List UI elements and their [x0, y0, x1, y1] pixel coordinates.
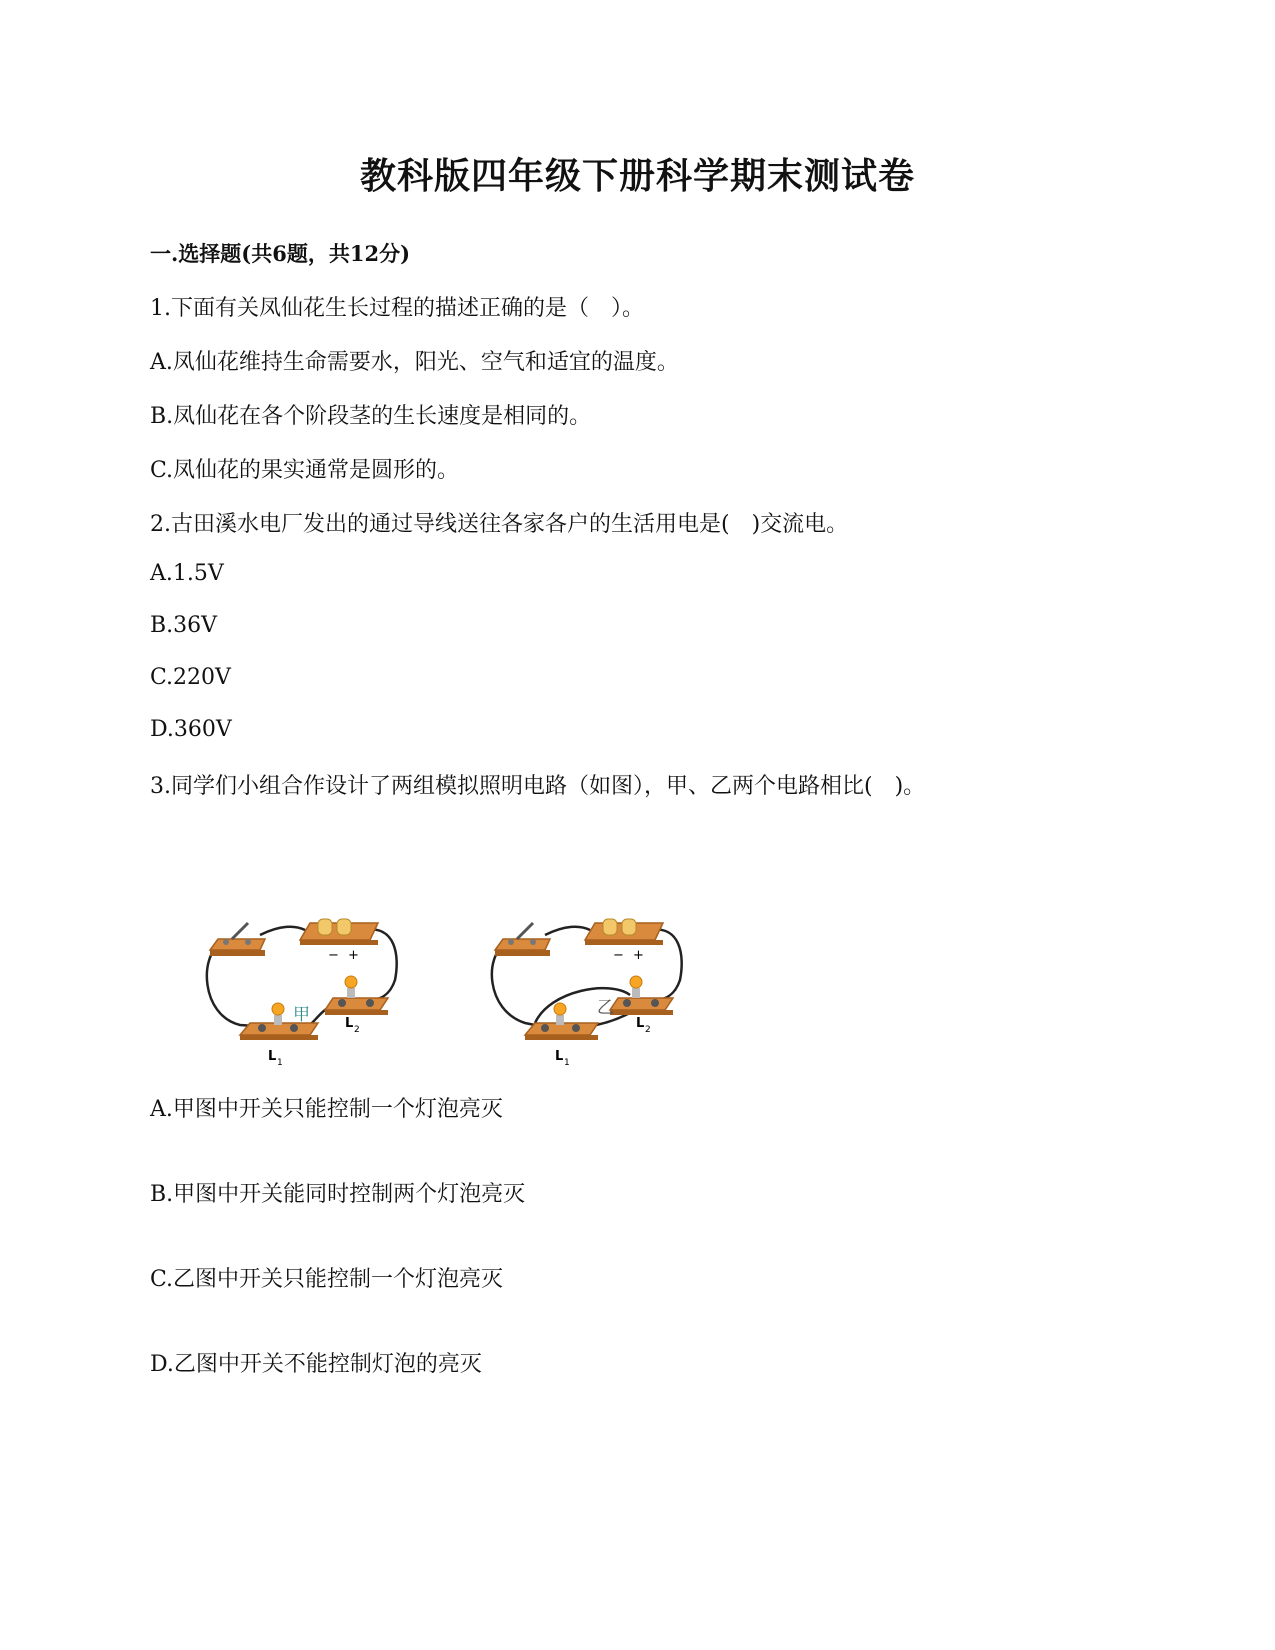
figure-caption-yi: 乙	[597, 998, 614, 1018]
yi-l1-label: L	[555, 1049, 564, 1064]
question-2-stem: 2.古田溪水电厂发出的通过导线送往各家各户的生活用电是( )交流电。	[150, 512, 849, 537]
jia-l1-subscript: 1	[277, 1058, 283, 1068]
question-3-option-c: C.乙图中开关只能控制一个灯泡亮灭	[150, 1267, 504, 1292]
question-2-option-b: B.36V	[150, 613, 218, 638]
jia-plus-label: +	[348, 948, 359, 963]
question-1-option-b: B.凤仙花在各个阶段茎的生长速度是相同的。	[150, 404, 592, 429]
section-heading: 一.选择题(共6题，共12分)	[150, 241, 411, 266]
figure-caption-jia: 甲	[293, 1005, 310, 1025]
circuit-yi	[492, 919, 682, 1040]
page-title: 教科版四年级下册科学期末测试卷	[359, 155, 915, 197]
question-1-option-c: C.凤仙花的果实通常是圆形的。	[150, 458, 460, 483]
yi-minus-label: −	[613, 948, 624, 963]
question-3-option-a: A.甲图中开关只能控制一个灯泡亮灭	[150, 1097, 503, 1122]
yi-plus-label: +	[633, 948, 644, 963]
question-2-option-c: C.220V	[150, 665, 231, 690]
question-3-option-b: B.甲图中开关能同时控制两个灯泡亮灭	[150, 1182, 526, 1207]
question-2-option-a: A.1.5V	[150, 561, 224, 586]
jia-l2-label: L	[345, 1016, 354, 1031]
yi-l2-label: L	[636, 1016, 645, 1031]
jia-l1-label: L	[268, 1049, 277, 1064]
question-3-option-d: D.乙图中开关不能控制灯泡的亮灭	[150, 1352, 482, 1377]
jia-minus-label: −	[328, 948, 339, 963]
question-2-option-d: D.360V	[150, 717, 232, 742]
yi-l2-subscript: 2	[645, 1025, 651, 1035]
question-3-stem: 3.同学们小组合作设计了两组模拟照明电路（如图），甲、乙两个电路相比( )。	[150, 774, 926, 799]
question-1-stem: 1.下面有关凤仙花生长过程的描述正确的是（ ）。	[150, 296, 644, 321]
jia-l2-subscript: 2	[354, 1025, 360, 1035]
question-1-option-a: A.凤仙花维持生命需要水，阳光、空气和适宜的温度。	[150, 350, 679, 375]
yi-l1-subscript: 1	[564, 1058, 570, 1068]
circuit-figure	[200, 895, 720, 1075]
